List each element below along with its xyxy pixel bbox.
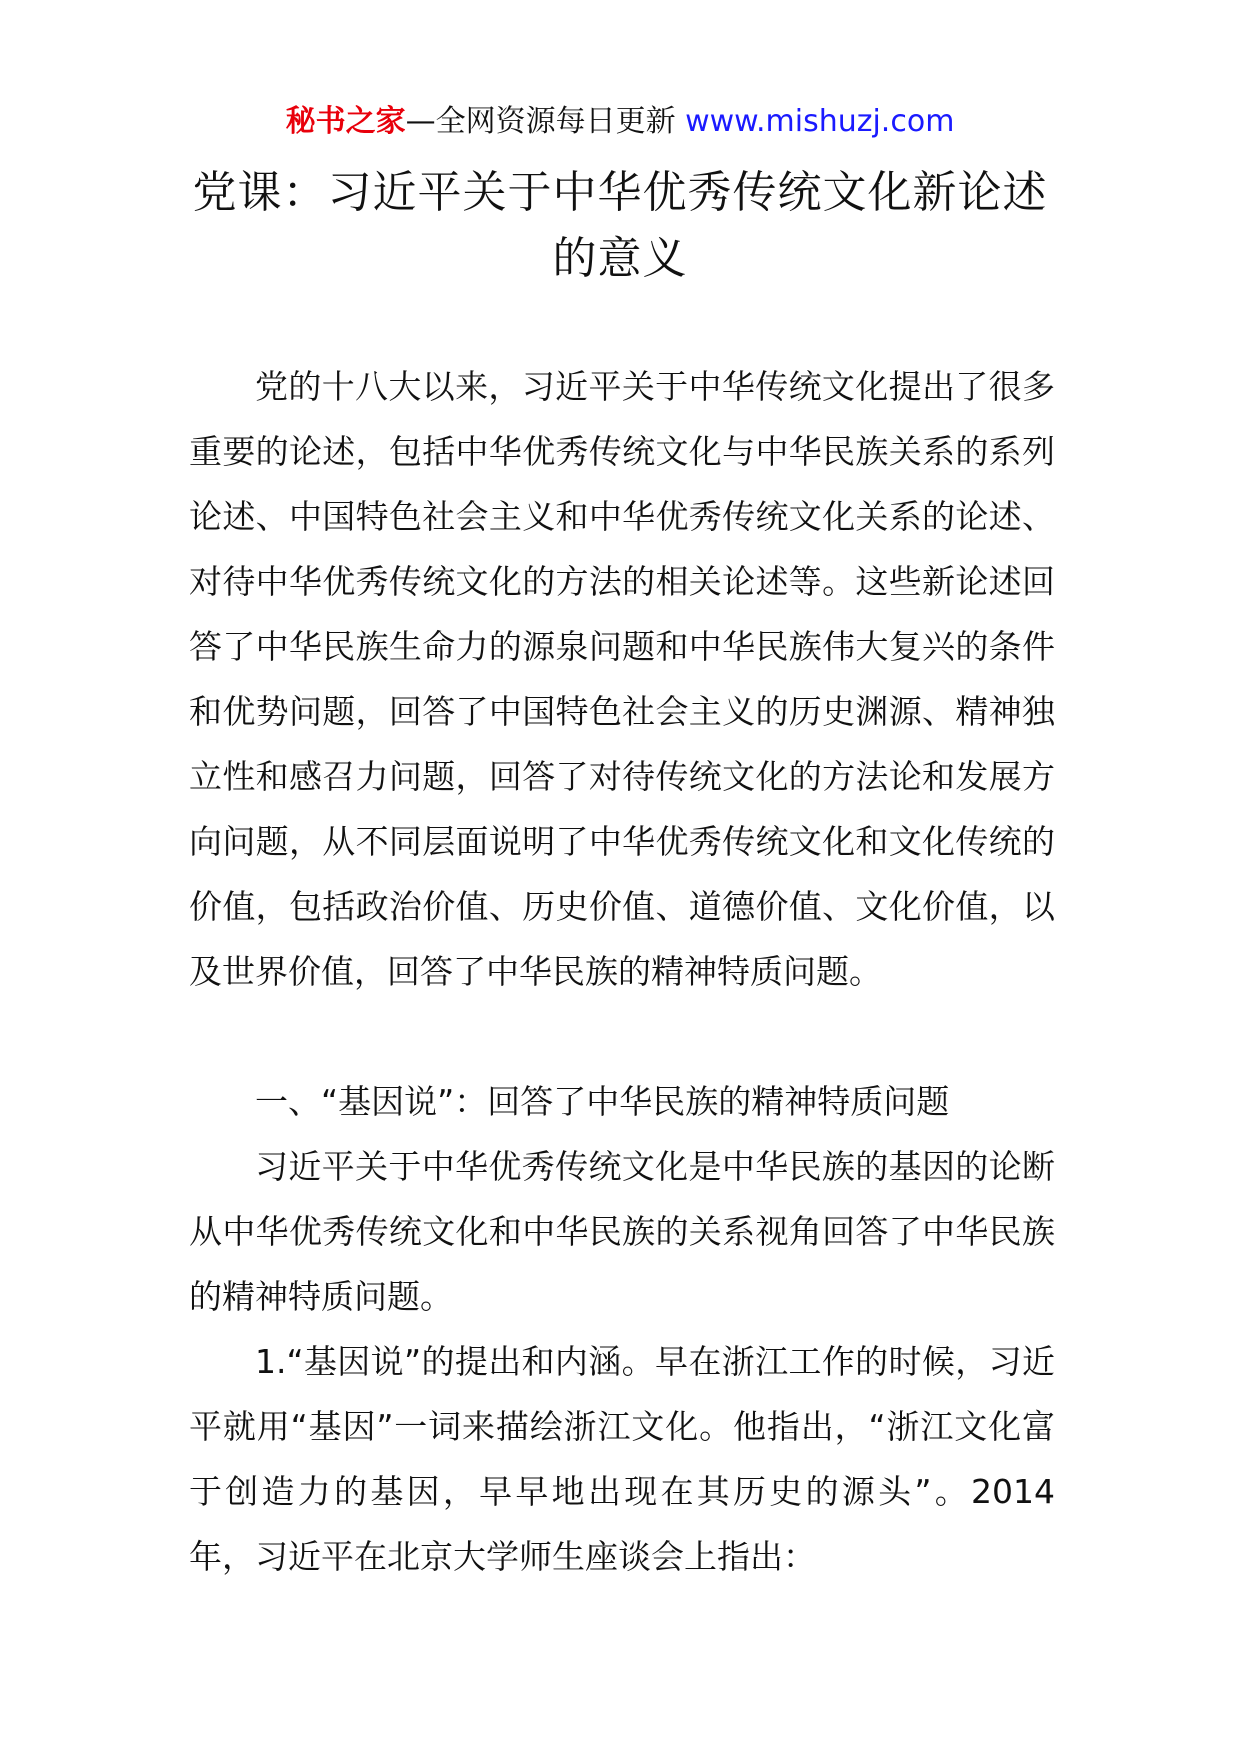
site-brand: 秘书之家 xyxy=(285,104,406,139)
intro-paragraph: 党的十八大以来，习近平关于中华传统文化提出了很多重要的论述，包括中华优秀传统文化与中华民族关系的系列论述、中国特色社会主义和中华优秀传统文化关系的论述、对待中华优秀传统文化的方法的相关论述等。这些新论述回答了中华民族生命力的源泉问题和中华民族伟大复兴的条件和优势问题，回答了中国特色社会主义的历史渊源、精神独立性和感召力问题，回答了对待传统文化的方法论和发展方向问题，从不同层面说明了中华优秀传统文化和文化传统的价值，包括政治价值、历史价值、道德价值、文化价值，以及世界价值，回答了中华民族的精神特质问题。 xyxy=(189,367,1055,991)
document-title: 党课：习近平关于中华优秀传统文化新论述的意义 xyxy=(192,167,1048,284)
site-url-link[interactable]: www.mishuzj.com xyxy=(675,104,955,139)
subsection-1-paragraph: 1.“基因说”的提出和内涵。早在浙江工作的时候，习近平就用“基因”一词来描绘浙江文化。他指出，“浙江文化富于创造力的基因，早早地出现在其历史的源头”。2014 年，习近平在北京大学师生座谈会上指出： xyxy=(189,1342,1055,1576)
site-header xyxy=(0,100,1240,144)
site-slogan: —全网资源每日更新 xyxy=(405,104,676,139)
section-1-paragraph: 习近平关于中华优秀传统文化是中华民族的基因的论断从中华优秀传统文化和中华民族的关系视角回答了中华民族的精神特质问题。 xyxy=(189,1147,1055,1316)
section-heading-1: 一、“基因说”：回答了中华民族的精神特质问题 xyxy=(255,1082,950,1121)
